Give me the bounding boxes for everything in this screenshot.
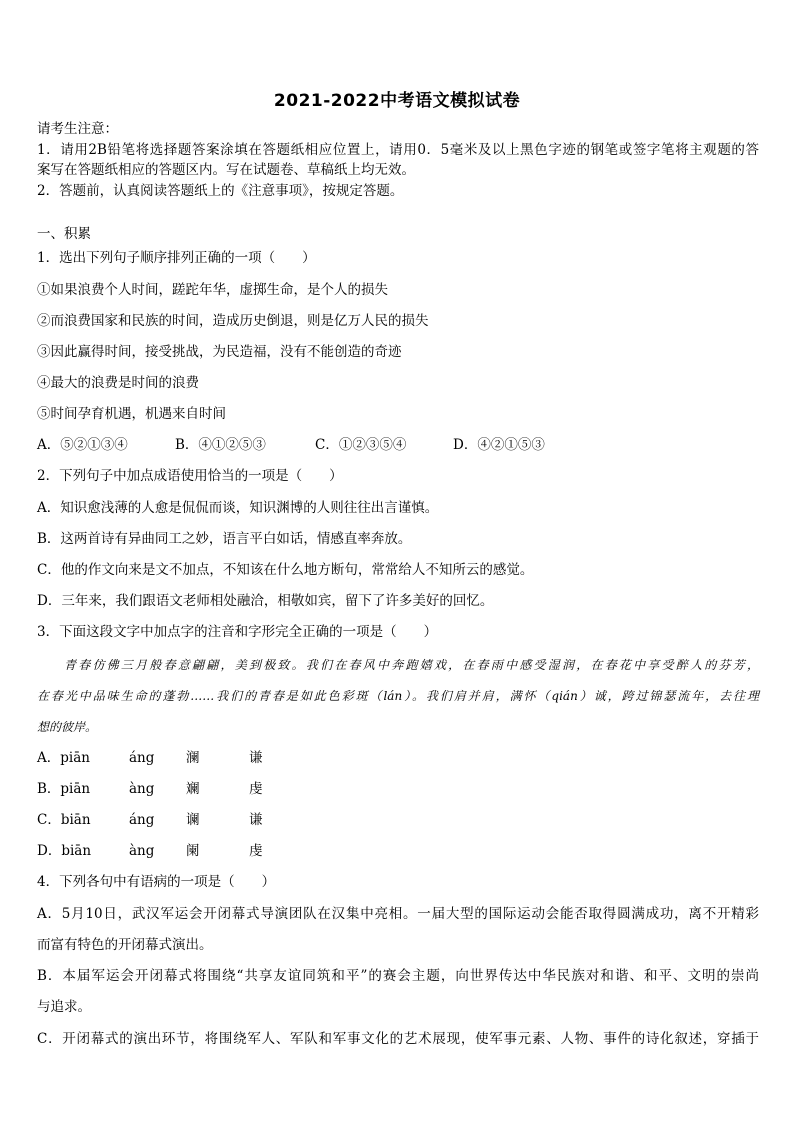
- passage-line: 青春仿佛三月般春意翩翩，美到极致。我们在春风中奔跑嬉戏，在春雨中感受湿润，在春花中享受醉人的芬芳，: [64, 658, 759, 672]
- option-pinyin: áng: [129, 750, 155, 766]
- sentence-item: ⑤时间孕育机遇，机遇来自时间: [37, 406, 226, 422]
- option-d: D．④②①⑤③: [453, 437, 545, 453]
- notice-line: 1．请用2B铅笔将选择题答案涂填在答题纸相应位置上，请用0．5毫米及以上黑色字迹的钢笔或签字笔将主观题的答: [37, 142, 759, 158]
- option-b-cont: 与追求。: [37, 999, 91, 1015]
- option-c: C．①②③⑤④: [315, 437, 407, 453]
- option-char: 虔: [249, 781, 263, 797]
- option-row: [37, 749, 337, 767]
- notice-heading: 请考生注意：: [37, 121, 118, 137]
- question-stem: 2．下列句子中加点成语使用恰当的一项是（ ）: [37, 468, 343, 484]
- option-pinyin: áng: [129, 812, 155, 828]
- option-pinyin: D．biān: [37, 843, 92, 859]
- option-char: 谦: [249, 750, 263, 766]
- question-stem: 1．选出下列句子顺序排列正确的一项（ ）: [37, 250, 316, 266]
- option-a-cont: 而富有特色的开闭幕式演出。: [37, 937, 213, 953]
- option-pinyin: àng: [129, 843, 155, 859]
- option-b: B．这两首诗有异曲同工之妙，语言平白如话，情感直率奔放。: [37, 531, 412, 547]
- question-stem: 3．下面这段文字中加点字的注音和字形完全正确的一项是（ ）: [37, 624, 438, 640]
- sentence-item: ②而浪费国家和民族的时间，造成历史倒退，则是亿万人民的损失: [37, 313, 429, 329]
- option-row: [37, 842, 337, 860]
- option-pinyin: àng: [129, 781, 155, 797]
- option-b: B．本届军运会开闭幕式将围绕“共享友谊同筑和平”的赛会主题，向世界传达中华民族对和谐、和平、文明的崇尚: [37, 968, 759, 984]
- option-char: 谦: [249, 812, 263, 828]
- sentence-item: ④最大的浪费是时间的浪费: [37, 375, 199, 391]
- question-stem: 4．下列各句中有语病的一项是（ ）: [37, 874, 276, 890]
- option-a: A．⑤②①③④: [37, 437, 128, 453]
- option-pinyin: A．piān: [37, 750, 90, 766]
- option-pinyin: B．piān: [37, 781, 91, 797]
- option-a: A．5月10日，武汉军运会开闭幕式导演团队在汉集中亮相。一届大型的国际运动会能否取得圆满成功，离不开精彩: [37, 906, 759, 922]
- option-pinyin: C．biān: [37, 812, 91, 828]
- section-heading: 一、积累: [37, 226, 91, 242]
- option-char: 谰: [186, 812, 200, 828]
- sentence-item: ①如果浪费个人时间，蹉跎年华，虚掷生命，是个人的损失: [37, 282, 388, 298]
- option-c: C．他的作文向来是文不加点，不知该在什么地方断句，常常给人不知所云的感觉。: [37, 562, 534, 578]
- option-row: [37, 436, 759, 454]
- option-row: [37, 780, 337, 798]
- passage-line: 想的彼岸。: [37, 720, 98, 734]
- option-char: 斓: [186, 781, 200, 797]
- option-char: 澜: [186, 750, 200, 766]
- notice-line: 案写在答题纸相应的答题区内。写在试题卷、草稿纸上均无效。: [37, 162, 415, 178]
- option-row: [37, 811, 337, 829]
- option-b: B．④①②⑤③: [175, 437, 266, 453]
- sentence-item: ③因此赢得时间，接受挑战，为民造福，没有不能创造的奇迹: [37, 344, 402, 360]
- notice-line: 2．答题前，认真阅读答题纸上的《注意事项》，按规定答题。: [37, 183, 404, 199]
- option-a: A．知识愈浅薄的人愈是侃侃而谈，知识渊博的人则往往出言谨慎。: [37, 500, 439, 516]
- option-char: 虔: [249, 843, 263, 859]
- option-d: D．三年来，我们跟语文老师相处融洽，相敬如宾，留下了许多美好的回忆。: [37, 593, 494, 609]
- passage-line: 在春光中品味生命的蓬勃……我们的青春是如此色彩斑（lán）。我们肩并肩，满怀（qián）诚，跨过锦瑟流年，去往理: [37, 689, 759, 703]
- option-c: C．开闭幕式的演出环节，将围绕军人、军队和军事文化的艺术展现，使军事元素、人物、事件的诗化叙述，穿插于: [37, 1031, 759, 1047]
- page-title: 2021-2022中考语文模拟试卷: [273, 91, 521, 111]
- option-char: 阑: [186, 843, 200, 859]
